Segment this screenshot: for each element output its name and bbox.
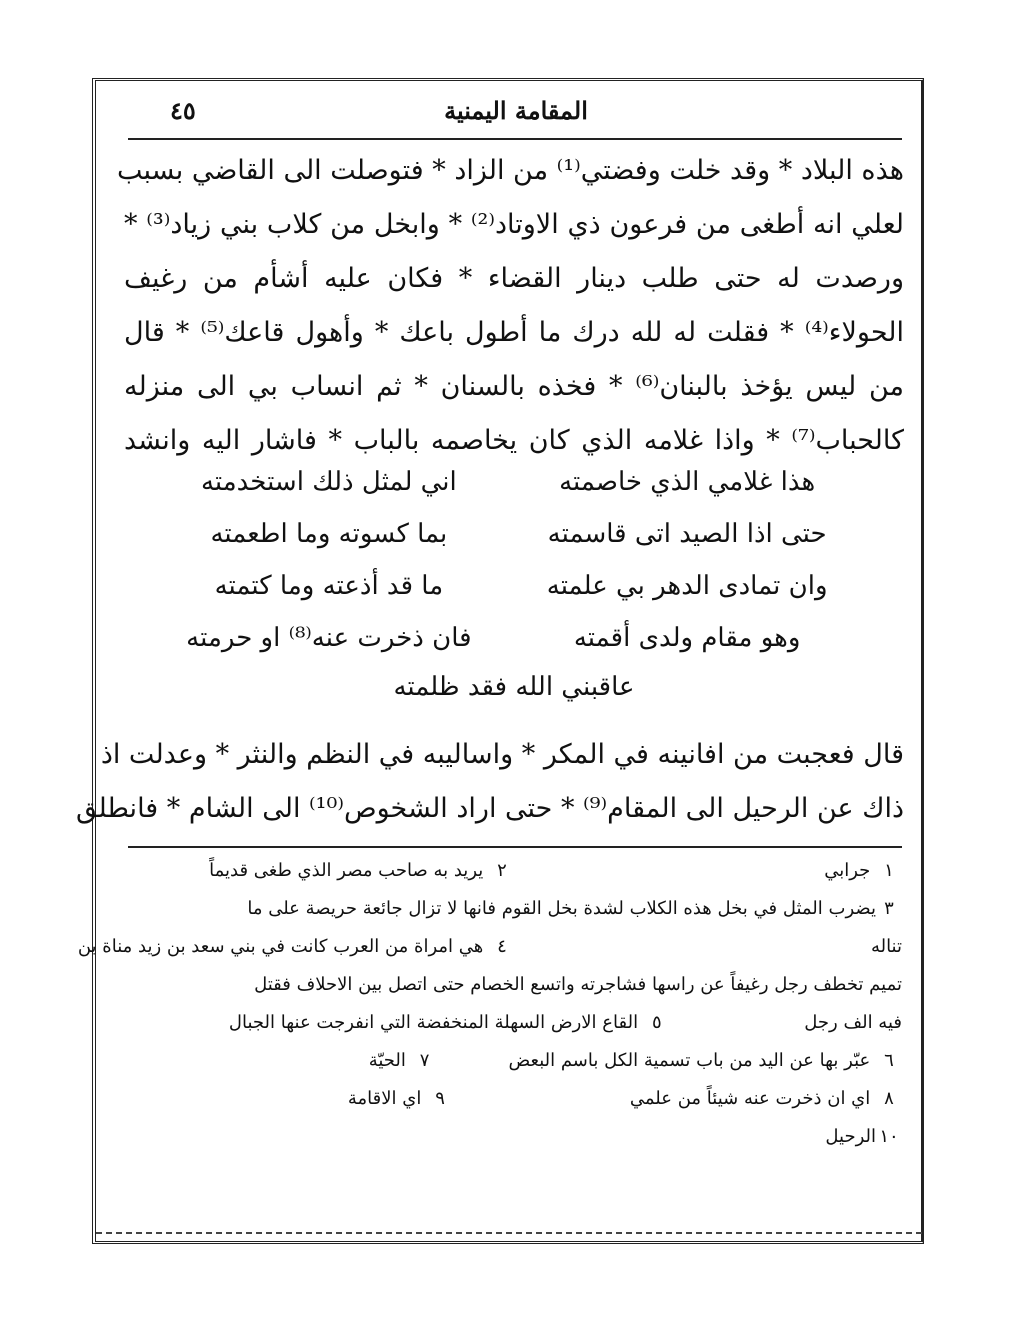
footnote-text: الحيّة [368, 1050, 406, 1071]
verse-line [170, 456, 846, 508]
closing-prose [75, 728, 904, 836]
footnote-number: ١٠ [879, 1126, 899, 1147]
footnote-text: هي امراة من العرب كانت في بني سعد بن زيد مناة بن [77, 936, 484, 957]
footnote-text: اي ان ذخرت عنه شيئاً من علمي [629, 1088, 871, 1109]
footnote-row [128, 1004, 902, 1042]
verse-first-hemistich: وهو مقام ولدى أقمته [573, 623, 801, 653]
prose-line: كالحباب⁽⁷⁾ * واذا غلامه الذي كان يخاصمه بالباب * فاشار اليه وانشد [124, 425, 904, 456]
footnote-number: ٢ [497, 860, 507, 881]
footnote-row [128, 890, 902, 928]
footnote-text: فيه الف رجل [804, 1012, 902, 1033]
prose-line: قال فعجبت من افانينه في المكر * واساليبه في النظم والنثر * وعدلت اذ [100, 739, 904, 770]
poem-block [170, 456, 846, 664]
verse-first-hemistich: هذا غلامي الذي خاصمته [559, 467, 816, 497]
verse-final: عاقبني الله فقد ظلمته [393, 672, 635, 702]
prose-line: من ليس يؤخذ بالبنان⁽⁶⁾ * فخذه بالسنان * ثم انساب بي الى منزله [124, 371, 904, 402]
footnote-row [77, 928, 902, 966]
footnote-number: ١ [884, 860, 894, 881]
verse-line [170, 508, 846, 560]
page-number: ٤٥ [170, 96, 196, 125]
footnote-rule [128, 846, 902, 848]
footnotes [77, 852, 902, 1156]
verse-first-hemistich: وان تمادى الدهر بي علمته [546, 571, 828, 601]
footnote-text: يريد به صاحب مصر الذي طغى قديماً [209, 860, 484, 881]
footnote-number: ٤ [497, 936, 507, 957]
header-rule [128, 138, 902, 140]
verse-second-hemistich: ما قد أذعته وما كتمته [214, 571, 444, 601]
footnote-number: ٩ [435, 1088, 445, 1109]
footnote-number: ٥ [651, 1012, 662, 1033]
footnote-number: ٣ [884, 898, 894, 919]
footnote-row [128, 1118, 902, 1156]
footnote-text: تناله [870, 936, 902, 957]
prose-line: الحولاء⁽⁴⁾ * فقلت له لله درك ما أطول باعك * وأهول قاعك⁽⁵⁾ * قال [124, 317, 905, 348]
footnote-text: عبّر بها عن اليد من باب تسمية الكل باسم البعض [508, 1050, 871, 1071]
prose-line: ورصدت له حتى طلب دينار القضاء * فكان عليه أشأم من رغيف [124, 263, 904, 294]
footnote-number: ٨ [884, 1088, 894, 1109]
prose-line: لعلي انه أطغى من فرعون ذي الاوتاد⁽²⁾ * وابخل من كلاب بني زياد⁽³⁾ * [124, 209, 905, 240]
footnote-row [128, 1042, 902, 1080]
footnote-text: تميم تخطف رجل رغيفاً عن راسها فشاجرته واتسع الخصام حتى اتصل بين الاحلاف فقتل [254, 974, 902, 995]
footnote-text: جرابي [824, 860, 871, 881]
footnote-text: يضرب المثل في بخل هذه الكلاب لشدة بخل القوم فانها لا تزال جائعة حريصة على ما [247, 898, 876, 919]
prose-block [116, 144, 905, 468]
prose-line: ذاك عن الرحيل الى المقام⁽⁹⁾ * حتى اراد الشخوص⁽¹⁰⁾ الى الشام * فانطلق [75, 793, 904, 824]
page-header [130, 96, 902, 136]
footnote-number: ٧ [419, 1050, 430, 1071]
footnote-text: القاع الارض السهلة المنخفضة التي انفرجت عنها الجبال [228, 1012, 639, 1033]
running-title: المقامة اليمنية [444, 96, 588, 125]
prose-line: هذه البلاد * وقد خلت وفضتي⁽¹⁾ من الزاد * فتوصلت الى القاضي بسبب [116, 155, 904, 186]
footnote-number: ٦ [884, 1050, 894, 1071]
verse-second-hemistich: بما كسوته وما اطعمته [210, 519, 448, 549]
footnote-row [128, 966, 902, 1004]
verse-second-hemistich: فان ذخرت عنه⁽⁸⁾ او حرمته [186, 623, 472, 653]
footnote-text: اي الاقامة [347, 1088, 422, 1109]
footnote-row [128, 852, 902, 890]
footnote-row [128, 1080, 902, 1118]
verse-first-hemistich: حتى اذا الصيد اتى قاسمته [547, 519, 827, 549]
verse-line [170, 612, 846, 664]
bottom-rule [96, 1232, 922, 1234]
verse-line [170, 560, 846, 612]
verse-second-hemistich: اني لمثل ذلك استخدمته [200, 467, 457, 497]
footnote-text: الرحيل [825, 1126, 876, 1147]
